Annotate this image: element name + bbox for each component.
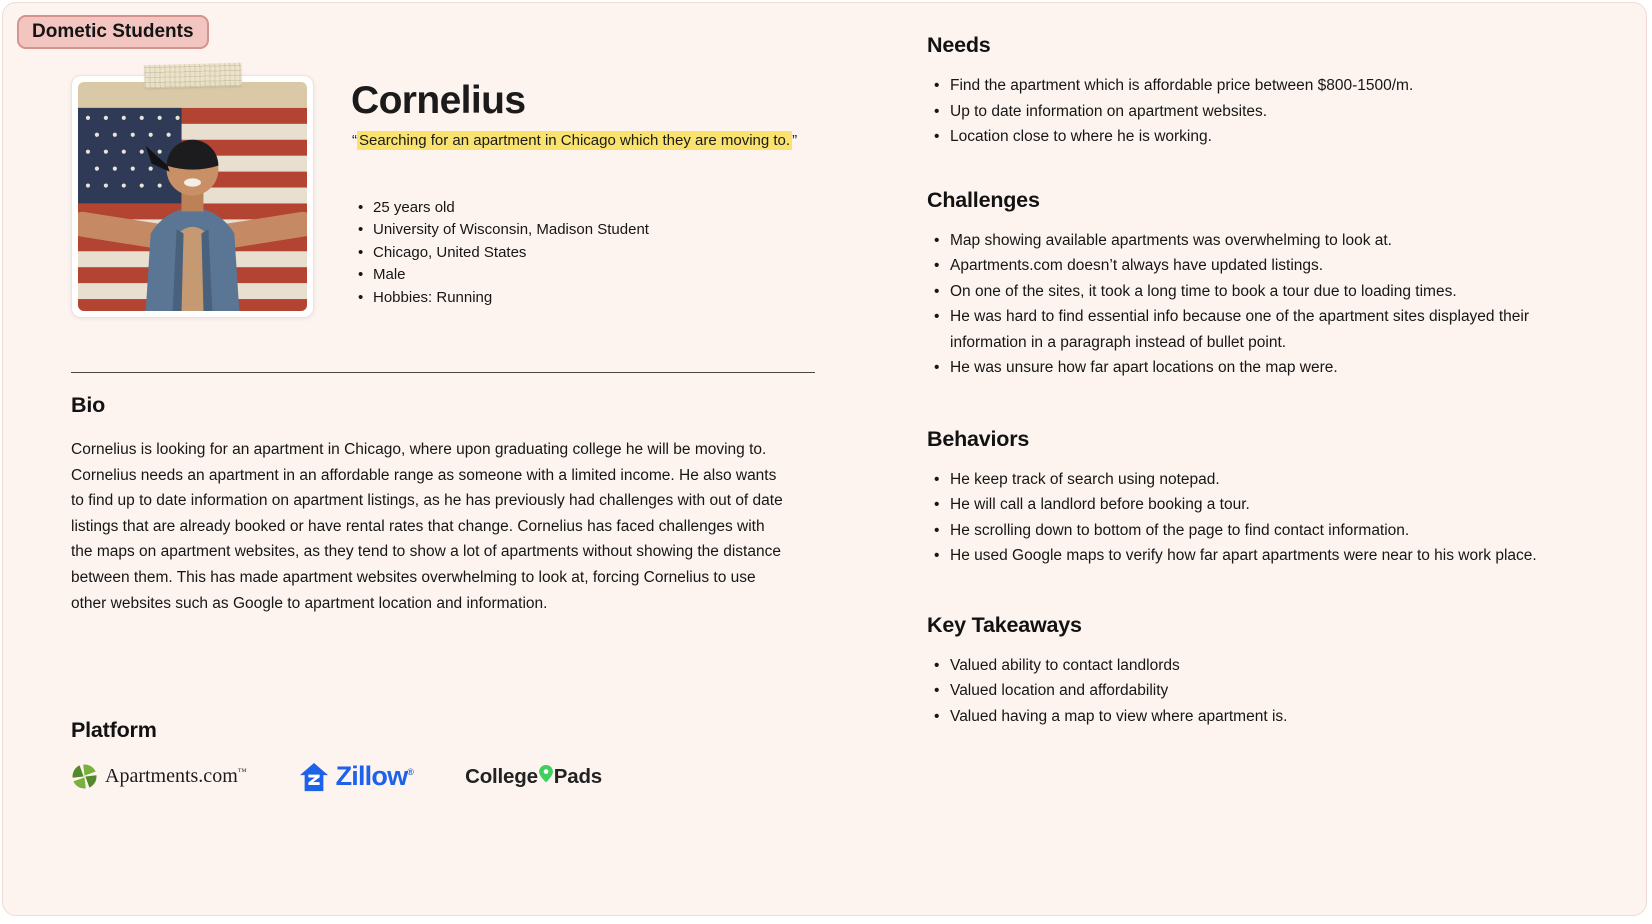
bio-text: Cornelius is looking for an apartment in Chicago, where upon graduating college he will be moving to. Cornelius needs an apartment in an affordable range as someone with a limited income. He also wants to find up to date information on apartment listings, as he has previously had challenges with out of date listings that are already booked or have rental rates that change. Cornelius has faced challenges with the maps on apartment websites, as they tend to show a lot of apartments without showing the distance between them. This has made apartment websites overwhelming to look at, forcing Cornelius to use other websites such as Google to apartment location and information. — [71, 441, 783, 612]
challenges-item: • He was unsure how far apart locations on the map were. — [927, 355, 1541, 381]
section-divider — [71, 372, 815, 373]
quote-highlighted-text: Searching for an apartment in Chicago which they are moving to. — [359, 132, 791, 149]
behaviors-item: • He scrolling down to bottom of the page to find contact information. — [927, 518, 1541, 544]
behaviors-item: • He used Google maps to verify how far apart apartments were near to his work place. — [927, 543, 1541, 569]
bio-heading: Bio — [71, 393, 106, 417]
behaviors-item: • He keep track of search using notepad. — [927, 467, 1541, 493]
key-takeaways-item: • Valued having a map to view where apartment is. — [927, 704, 1541, 730]
needs-section — [927, 33, 1541, 150]
needs-item: • Up to date information on apartment websites. — [927, 99, 1541, 125]
collegepads-logo — [465, 765, 602, 789]
quote-open: “ — [352, 132, 357, 149]
collegepads-label-left: College — [465, 764, 538, 788]
behaviors-list — [927, 467, 1541, 569]
behaviors-section — [927, 427, 1541, 569]
needs-item: • Location close to where he is working. — [927, 124, 1541, 150]
key-takeaways-heading: Key Takeaways — [927, 612, 1082, 637]
right-column — [927, 33, 1541, 729]
persona-board-canvas — [2, 2, 1647, 916]
detail-item: • 25 years old — [354, 197, 774, 219]
persona-details-list — [354, 197, 774, 309]
detail-item: • Hobbies: Running — [354, 287, 774, 309]
challenges-heading: Challenges — [927, 187, 1040, 212]
apartments-com-label: Apartments.com™ — [105, 765, 247, 787]
challenges-section — [927, 188, 1541, 381]
needs-list — [927, 73, 1541, 150]
challenges-item: • On one of the sites, it took a long time to book a tour due to loading times. — [927, 279, 1541, 305]
persona-photo-card — [71, 75, 314, 318]
challenges-item: • He was hard to find essential info because one of the apartment sites displayed their information in a paragraph instead of bullet point. — [927, 304, 1541, 355]
quote-close: ” — [792, 132, 798, 149]
detail-item: • University of Wisconsin, Madison Student — [354, 219, 774, 241]
platform-heading: Platform — [71, 718, 157, 742]
detail-item: • Male — [354, 264, 774, 286]
behaviors-item: • He will call a landlord before booking a tour. — [927, 492, 1541, 518]
zillow-house-icon — [299, 762, 329, 792]
trademark-mark: ™ — [237, 766, 247, 777]
detail-item: • Chicago, United States — [354, 242, 774, 264]
persona-quote — [352, 132, 822, 149]
needs-item: • Find the apartment which is affordable price between $800-1500/m. — [927, 73, 1541, 99]
platform-logos — [71, 761, 602, 792]
challenges-item: • Map showing available apartments was overwhelming to look at. — [927, 228, 1541, 254]
key-takeaways-list — [927, 653, 1541, 730]
persona-photo — [78, 82, 307, 311]
apartments-com-logo — [71, 763, 247, 790]
key-takeaways-section — [927, 613, 1541, 730]
needs-heading: Needs — [927, 33, 991, 57]
key-takeaways-item: • Valued location and affordability — [927, 678, 1541, 704]
persona-tag[interactable]: Dometic Students — [17, 15, 209, 49]
washi-tape — [144, 63, 242, 89]
zillow-label: Zillow® — [335, 761, 414, 791]
challenges-item: • Apartments.com doesn’t always have updated listings. — [927, 253, 1541, 279]
collegepads-pin-icon — [539, 765, 553, 783]
zillow-logo — [299, 761, 414, 792]
challenges-list — [927, 228, 1541, 381]
key-takeaways-item: • Valued ability to contact landlords — [927, 653, 1541, 679]
persona-name: Cornelius — [351, 79, 526, 122]
apartments-com-icon — [71, 763, 98, 790]
registered-mark: ® — [407, 767, 414, 777]
behaviors-heading: Behaviors — [927, 426, 1030, 451]
collegepads-label-right: Pads — [553, 764, 602, 788]
